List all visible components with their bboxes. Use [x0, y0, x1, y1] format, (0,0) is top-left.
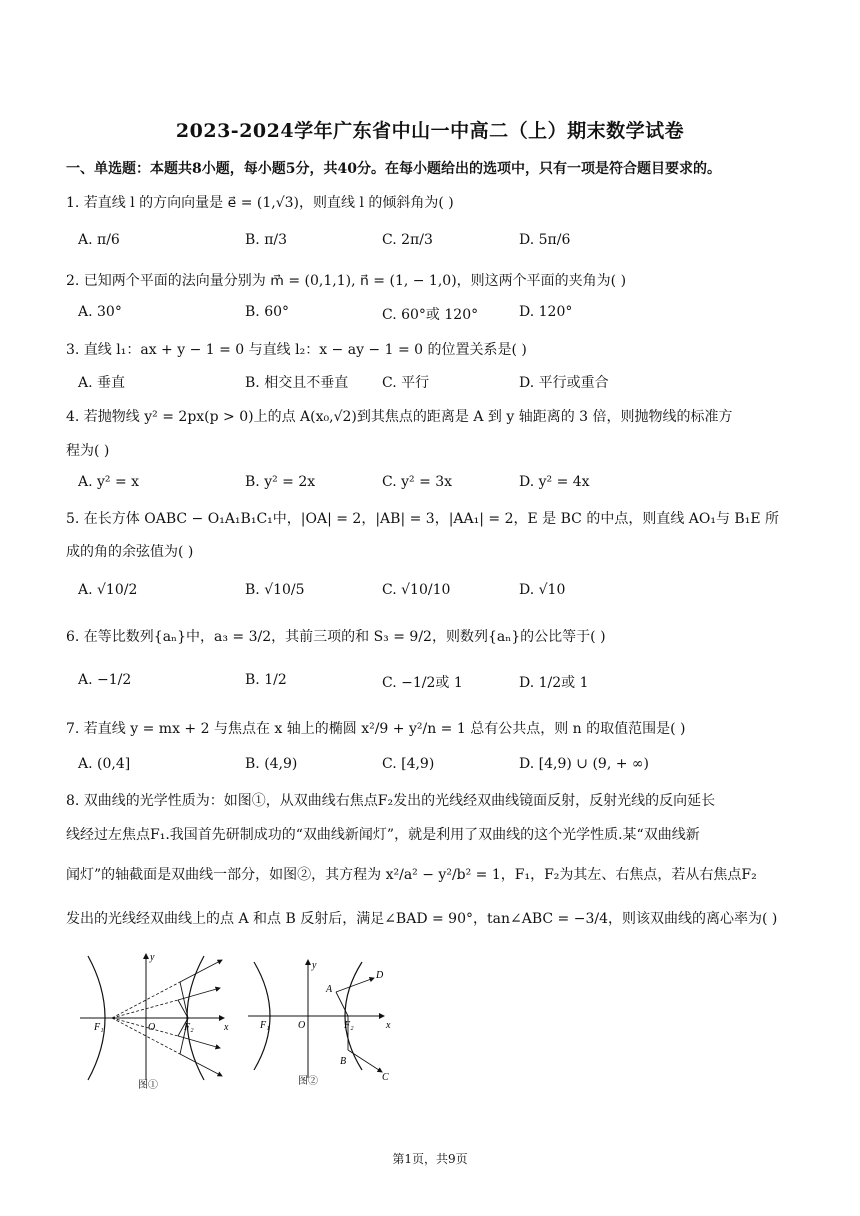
- question-2-options: [66, 304, 796, 326]
- option-c: C. y² = 3x: [382, 474, 453, 490]
- fig2-label-f1: F₁: [260, 1020, 270, 1031]
- fig1-label-y: y: [150, 952, 155, 963]
- fig2-label-c: C: [382, 1072, 389, 1083]
- section-heading: 一、单选题：本题共8小题，每小题5分，共40分。在每小题给出的选项中，只有一项是符合题目要求的。: [66, 161, 721, 177]
- option-b: B. (4,9): [245, 756, 298, 772]
- figure-1-caption: 图①: [138, 1080, 158, 1091]
- question-1-options: [66, 232, 796, 254]
- option-c: C. 2π/3: [382, 232, 433, 248]
- option-c: C. √10/10: [382, 582, 451, 598]
- question-8-text-line4: 发出的光线经双曲线上的点 A 和点 B 反射后，满足∠BAD = 90°，tan∠ABC = −3/4，则该双曲线的离心率为( ): [66, 911, 778, 927]
- option-d: D. 120°: [519, 304, 573, 320]
- fig2-label-y: y: [312, 960, 317, 971]
- option-b: B. √10/5: [245, 582, 305, 598]
- question-5-options: [66, 582, 796, 604]
- question-6-text: 6. 在等比数列{aₙ}中，a₃ = 3/2，其前三项的和 S₃ = 9/2，则数列{aₙ}的公比等于( ): [66, 629, 606, 645]
- question-3-options: [66, 372, 796, 394]
- option-a: A. 30°: [78, 304, 122, 320]
- option-c: C. 60°或 120°: [382, 307, 479, 323]
- question-1-text: 1. 若直线 l 的方向向量是 e⃗ = (1,√3)，则直线 l 的倾斜角为( ): [66, 195, 454, 211]
- option-d: D. y² = 4x: [519, 474, 590, 490]
- option-a: A. −1/2: [78, 672, 132, 688]
- option-d: D. 1/2或 1: [519, 675, 589, 691]
- question-3-text: 3. 直线 l₁：ax + y − 1 = 0 与直线 l₂：x − ay − 1 = 0 的位置关系是( ): [66, 342, 527, 358]
- fig2-label-f2: F₂: [344, 1020, 354, 1031]
- question-7-options: [66, 756, 796, 778]
- fig1-label-f1: F₁: [94, 1022, 104, 1033]
- fig2-label-a: A: [326, 984, 333, 995]
- question-4-text-line2: 程为( ): [66, 443, 110, 459]
- option-c: C. [4,9): [382, 756, 435, 772]
- option-b: B. 相交且不垂直: [245, 375, 349, 391]
- option-a: A. y² = x: [78, 474, 140, 490]
- fig2-label-o: O: [298, 1020, 306, 1031]
- question-7-text: 7. 若直线 y = mx + 2 与焦点在 x 轴上的椭圆 x²/9 + y²/n = 1 总有公共点，则 n 的取值范围是( ): [66, 721, 686, 737]
- option-c: C. 平行: [382, 375, 430, 391]
- fig2-label-d: D: [376, 970, 384, 981]
- question-5-text-line2: 成的角的余弦值为( ): [66, 544, 194, 560]
- option-b: B. π/3: [245, 232, 288, 248]
- option-b: B. y² = 2x: [245, 474, 316, 490]
- question-8-text-line1: 8. 双曲线的光学性质为：如图①，从双曲线右焦点F₂发出的光线经双曲线镜面反射，反射光线的反向延长: [66, 793, 716, 809]
- fig2-label-x: x: [386, 1020, 391, 1031]
- question-2-text: 2. 已知两个平面的法向量分别为 m⃗ = (0,1,1), n⃗ = (1, − 1,0)，则这两个平面的夹角为( ): [66, 273, 627, 289]
- option-d: D. √10: [519, 582, 566, 598]
- figure-1-hyperbola-reflection: [76, 948, 236, 1088]
- figure-2-hyperbola-lamp: [244, 956, 396, 1084]
- option-c: C. −1/2或 1: [382, 675, 463, 691]
- fig1-label-x: x: [224, 1022, 229, 1033]
- fig1-label-f2: F₂: [184, 1022, 194, 1033]
- option-a: A. 垂直: [78, 375, 126, 391]
- question-4-options: [66, 474, 796, 496]
- option-b: B. 60°: [245, 304, 290, 320]
- fig1-label-o: O: [148, 1022, 156, 1033]
- exam-title: 2023-2024学年广东省中山一中高二（上）期末数学试卷: [175, 120, 685, 142]
- question-8-text-line3: 闻灯”的轴截面是双曲线一部分，如图②，其方程为 x²/a² − y²/b² = 1，F₁，F₂为其左、右焦点，若从右焦点F₂: [66, 867, 757, 883]
- question-6-options: [66, 672, 796, 694]
- question-5-text-line1: 5. 在长方体 OABC − O₁A₁B₁C₁中，|OA| = 2，|AB| = 3，|AA₁| = 2，E 是 BC 的中点，则直线 AO₁与 B₁E 所: [66, 511, 780, 527]
- option-d: D. 5π/6: [519, 232, 571, 248]
- option-b: B. 1/2: [245, 672, 287, 688]
- option-d: D. 平行或重合: [519, 375, 609, 391]
- option-a: A. (0,4]: [78, 756, 131, 772]
- figure-2-caption: 图②: [298, 1076, 318, 1087]
- option-a: A. π/6: [78, 232, 120, 248]
- page-footer: 第1页，共9页: [392, 1152, 468, 1166]
- question-8-text-line2: 线经过左焦点F₁.我国首先研制成功的“双曲线新闻灯”，就是利用了双曲线的这个光学性质.某“双曲线新: [66, 827, 700, 843]
- option-d: D. [4,9) ∪ (9, + ∞): [519, 756, 650, 772]
- fig2-label-b: B: [340, 1056, 347, 1067]
- option-a: A. √10/2: [78, 582, 138, 598]
- question-4-text-line1: 4. 若抛物线 y² = 2px(p > 0)上的点 A(x₀,√2)到其焦点的距离是 A 到 y 轴距离的 3 倍，则抛物线的标准方: [66, 409, 733, 425]
